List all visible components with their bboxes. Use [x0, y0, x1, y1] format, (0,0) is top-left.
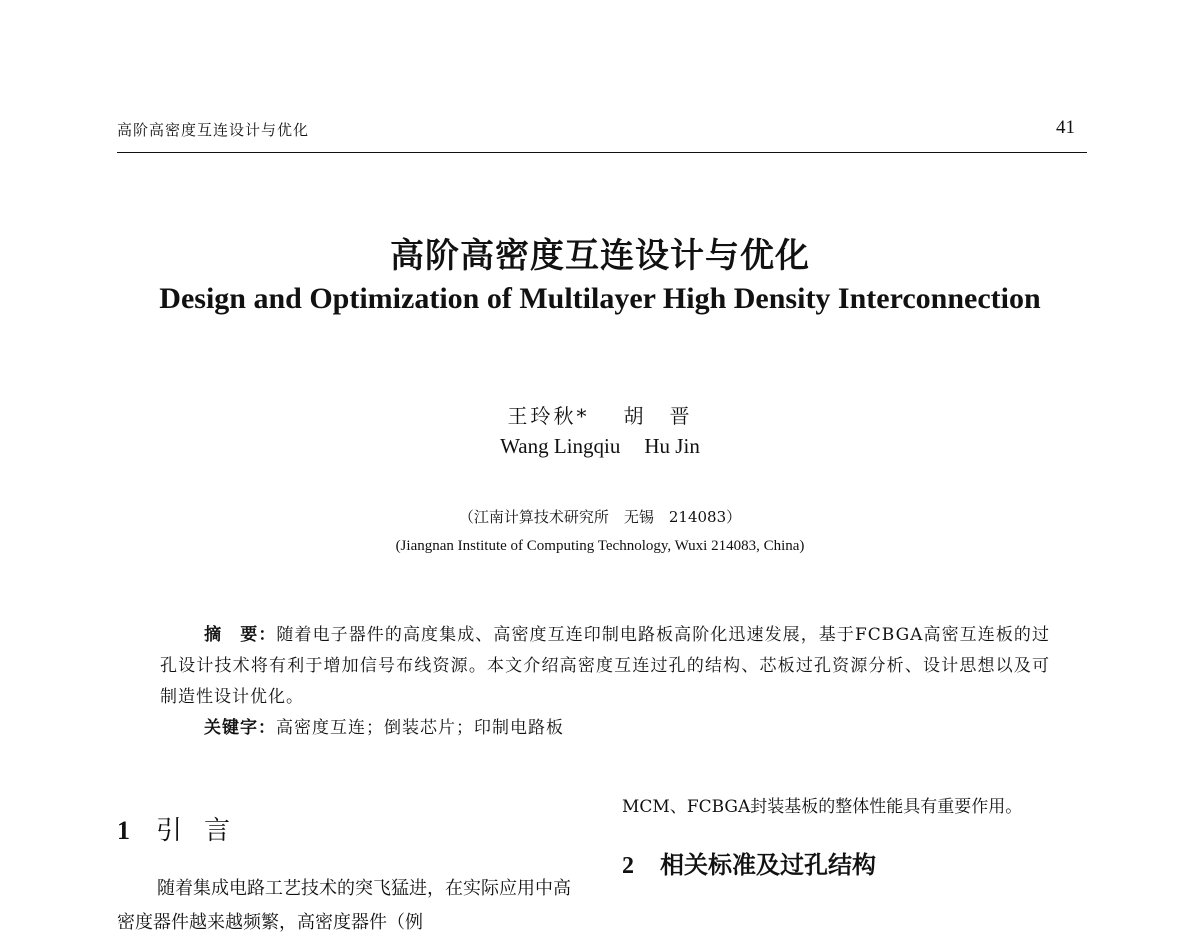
abstract-block: [160, 620, 1050, 744]
running-title: 高阶高密度互连设计与优化: [117, 121, 310, 139]
author-1-chinese: 王玲秋*: [507, 404, 590, 428]
abstract-paragraph: [160, 620, 1050, 713]
author-2-english: Hu Jin: [644, 434, 700, 458]
header-rule: [117, 152, 1087, 153]
section-1-paragraph: [117, 872, 587, 940]
title-chinese: 高阶高密度互连设计与优化: [390, 236, 810, 276]
abstract-label: 摘 要：: [204, 625, 277, 645]
section-2-heading: [622, 845, 876, 880]
section-1-body: [117, 872, 587, 940]
running-head: [117, 117, 1075, 143]
column-2-text: MCM、FCBGA封装基板的整体性能具有重要作用。: [622, 797, 1023, 817]
section-1-title: 引言: [156, 816, 253, 846]
affiliation-english: (Jiangnan Institute of Computing Technology, Wuxi 214083, China): [395, 538, 805, 554]
section-1-number: 1: [117, 816, 130, 845]
author-2-chinese: 胡 晋: [623, 404, 693, 428]
section-1-heading: [117, 810, 252, 847]
authors-english: [0, 434, 1200, 459]
section-1-text: 随着集成电路工艺技术的突飞猛进，在实际应用中高密度器件越来越频繁，高密度器件（例: [117, 878, 571, 933]
keywords-line: [160, 713, 1050, 744]
keywords-label: 关键字：: [204, 718, 276, 738]
page-number: 41: [1056, 117, 1075, 138]
section-2-number: 2: [622, 853, 634, 879]
title-english: Design and Optimization of Multilayer High Density Interconnection: [159, 282, 1041, 315]
abstract-text: 随着电子器件的高度集成、高密度互连印制电路板高阶化迅速发展，基于FCBGA高密互连板的过孔设计技术将有利于增加信号布线资源。本文介绍高密度互连过孔的结构、芯板过孔资源分析、设计思想以及可制造性设计优化。: [160, 625, 1051, 707]
author-1-english: Wang Lingqiu: [500, 434, 621, 458]
keywords-text: 高密度互连；倒装芯片；印制电路板: [276, 718, 564, 738]
authors-chinese: [0, 400, 1200, 429]
affiliation-chinese: （江南计算技术研究所 无锡 214083）: [458, 508, 742, 526]
section-2-title: 相关标准及过孔结构: [660, 851, 876, 879]
